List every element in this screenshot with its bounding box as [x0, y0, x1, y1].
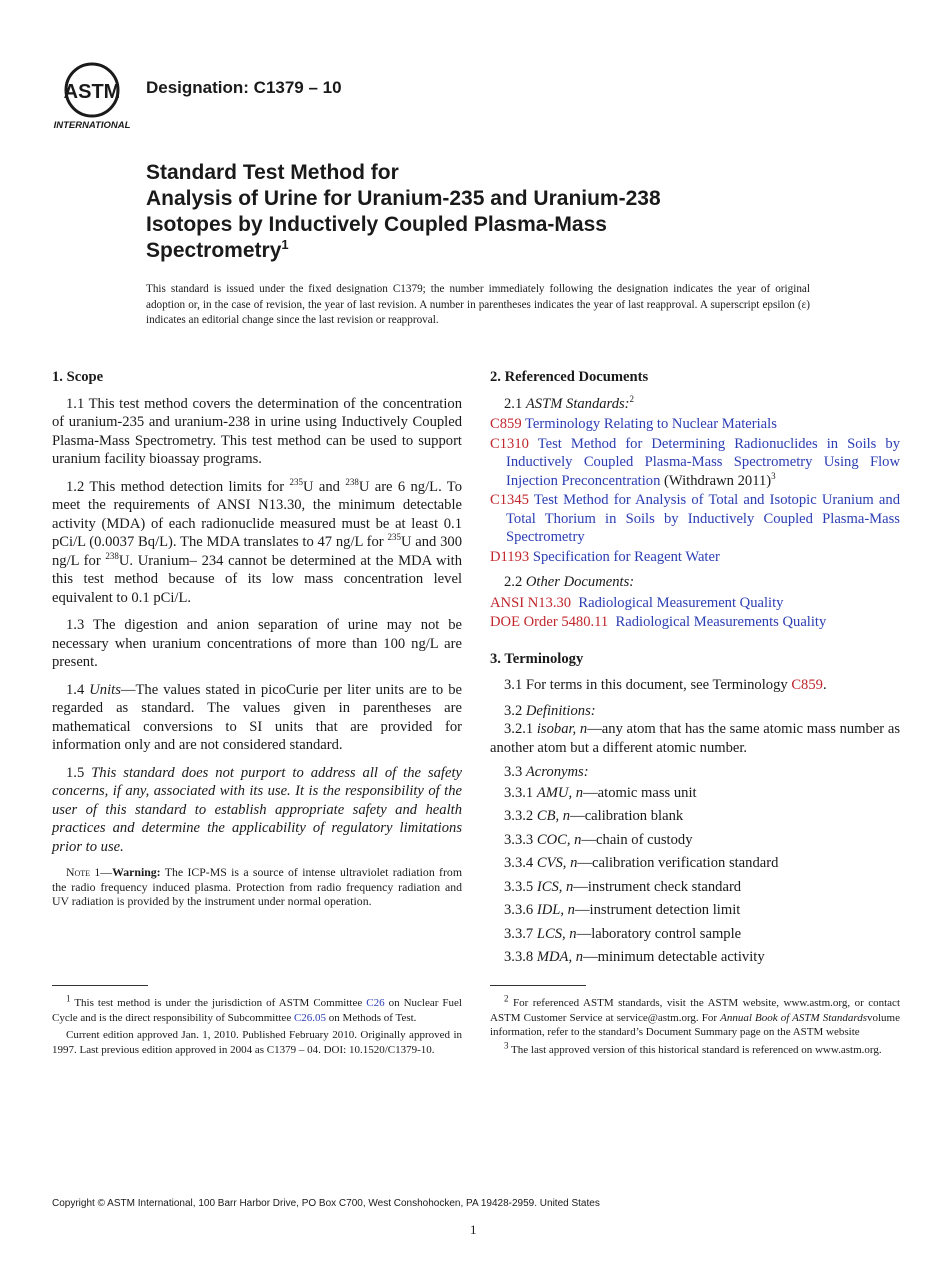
astm-standards-subheading [490, 395, 900, 414]
acronym-def: —atomic mass unit [583, 784, 697, 801]
acronym-amu [490, 784, 900, 803]
note-1 [52, 865, 462, 909]
scope-1-2 [52, 478, 462, 608]
acronym-idl [490, 901, 900, 920]
ref-c859 [490, 415, 900, 434]
term-3-3 [490, 763, 900, 782]
right-column [490, 368, 900, 972]
acronym-num: 3.3.7 [504, 925, 537, 942]
sup-235-a: 235 [289, 476, 304, 487]
astm-standards-label: ASTM Standards: [525, 395, 630, 412]
sup-238-a: 238 [345, 476, 359, 487]
footnote-2-italic: Annual Book of ASTM Standards [720, 1011, 867, 1024]
footnote-1-text-b: on Nuclear Fuel Cycle and is the direct responsibility of Subcommittee [52, 997, 462, 1024]
acronym-term: MDA, n [536, 949, 584, 965]
footnote-1 [52, 993, 462, 1025]
scope-1-4-text: —The values stated in picoCurie per liter units are to be regarded as standard. The values given in parentheses are mathematical conversions to SI units that are provided for information only and are not considered standard. [52, 681, 463, 753]
acronym-def: —instrument detection limit [574, 902, 741, 918]
page-number: 1 [470, 1222, 477, 1237]
issuance-notice: This standard is issued under the fixed designation C1379; the number immediately following the designation indicates the year of original adoption or, in the case of revision, the year of last revision. A number in parentheses indicates the year of last reapproval. A superscript epsilon (ε) indicates an editorial change since the last revision or reapproval. [146, 283, 810, 326]
acronym-def: —instrument check standard [573, 878, 742, 895]
scope-1-2-text-d: U and 300 ng/L for [52, 534, 462, 569]
ref-ansi-title[interactable]: Radiological Measurement Quality [578, 594, 784, 611]
ref-c1310-code[interactable]: C1310 [490, 435, 529, 452]
title-line-4 [146, 238, 846, 264]
note-text: The ICP-MS is a source of intense ultraviolet radiation from the radio frequency induced plasma. Protection from radio frequency radiation and UV radiation is provided by the instrument under normal operation. [52, 865, 462, 908]
title-line-1: Standard Test Method for [146, 161, 399, 184]
designation: Designation: C1379 – 10 [146, 78, 342, 97]
footnote-3-text: The last approved version of this historical standard is referenced on www.astm.org. [508, 1043, 882, 1056]
acronym-num: 3.3.4 [504, 855, 537, 871]
scope-1-4-num: 1.4 [66, 681, 90, 698]
scope-1-3: 1.3 The digestion and anion separation of urine may not be necessary when uranium concentrations of more than 100 ng/L are present. [52, 617, 462, 670]
sup-238-b: 238 [105, 550, 119, 561]
footnotes-left [52, 993, 462, 1060]
scope-1-1: 1.1 This test method covers the determination of the concentration of uranium-235 and uranium-238 in urine using Inductively Coupled Plasma-Mass Spectrometry. This test method can be used to support uranium facility bioassay programs. [52, 395, 462, 467]
term-3-3-label: Acronyms: [525, 764, 589, 780]
term-3-2 [490, 702, 900, 721]
ref-c859-title[interactable]: Terminology Relating to Nuclear Materials [525, 416, 777, 432]
ref-c859-code[interactable]: C859 [490, 416, 522, 432]
ref-ansi-code[interactable]: ANSI N13.30 [490, 594, 572, 611]
scope-1-4-term: Units [89, 681, 121, 698]
acronym-num: 3.3.3 [504, 831, 537, 848]
terminology-heading: 3. Terminology [490, 650, 584, 667]
referenced-docs-heading: 2. Referenced Documents [490, 369, 649, 385]
acronym-term: COC, n [536, 831, 582, 848]
footnote-2-text-a: For referenced ASTM standards, visit the ASTM website, www.astm.org, or contact ASTM Customer Service at service@astm.org. For [490, 997, 900, 1024]
title-line-2: Analysis of Urine for Uranium-235 and Uranium-238 [146, 187, 661, 210]
ref-d1193-title[interactable]: Specification for Reagent Water [532, 548, 720, 565]
ref-doe-code[interactable]: DOE Order 5480.11 [490, 614, 609, 630]
term-3-3-num: 3.3 [504, 764, 526, 780]
ref-c1345 [490, 491, 900, 547]
scope-1-5 [52, 764, 462, 857]
term-3-2-1-term: isobar, n [536, 721, 588, 737]
term-3-2-num: 3.2 [504, 702, 526, 719]
acronym-num: 3.3.2 [504, 808, 537, 824]
ref-doe [490, 613, 900, 632]
scope-1-2-text-c: U are 6 ng/L. To meet the requirements of ANSI N13.30, the minimum detectable activity (MDA) of each radionuclide measured must be at least 0.1 pCi/L (0.0037 Bq/L). The MDA translates to 47 ng/L for [52, 478, 462, 550]
term-3-1-link[interactable]: C859 [791, 677, 823, 693]
acronym-def: —chain of custody [581, 831, 693, 848]
scope-1-5-text: This standard does not purport to address all of the safety concerns, if any, associated with its use. It is the responsibility of the user of this standard to establish appropriate safety and health practices and determine the applicability of regulatory limitations prior to use. [52, 764, 462, 855]
footnote-1-text-c: on Methods of Test. [326, 1011, 417, 1024]
ref-c1345-title[interactable]: Test Method for Analysis of Total and Isotopic Uranium and Total Thorium in Soils by Inductively Coupled Plasma-Mass Spectrometry [506, 492, 900, 545]
ref-c1345-code[interactable]: C1345 [490, 492, 529, 508]
logo-subtext: INTERNATIONAL [53, 120, 131, 131]
acronym-term: LCS, n [536, 925, 577, 942]
committee-c26-link[interactable]: C26 [366, 997, 385, 1009]
term-3-1-period: . [822, 677, 827, 693]
term-3-1-text: 3.1 For terms in this document, see Terminology [504, 677, 792, 693]
acronym-cvs [490, 854, 900, 873]
ref-c1310-footnote-mark: 3 [771, 470, 776, 481]
term-3-2-1-text: —any atom that has the same atomic mass number as another atom but a different atomic number. [490, 721, 901, 756]
subcommittee-c26-05-link[interactable]: C26.05 [293, 1011, 327, 1024]
acronym-term: IDL, n [536, 902, 575, 918]
term-3-2-1 [490, 720, 900, 757]
scope-heading: 1. Scope [52, 369, 104, 385]
term-3-2-label: Definitions: [525, 702, 596, 719]
title-footnote-mark: 1 [281, 237, 289, 252]
ref-c1310-title[interactable]: Test Method for Determining Radionuclides in Soils by Inductively Coupled Plasma-Mass Spectrometry Using Flow Injection Preconcentration [506, 435, 900, 489]
footnotes-right [490, 993, 900, 1060]
scope-1-2-text-b: U and [303, 478, 346, 495]
ref-ansi [490, 594, 900, 613]
scope-1-2-text-e: U. Uranium– 234 cannot be determined at the MDA with this test method because of its low mass concentration level equivalent to 0.1 pCi/L. [52, 552, 462, 606]
acronym-coc [490, 831, 900, 850]
other-documents-subheading [490, 573, 900, 592]
footnote-rule-right [490, 985, 586, 986]
note-label: Note 1— [66, 865, 113, 879]
title-line-4-text: Spectrometry [146, 239, 282, 262]
copyright-line: Copyright © ASTM International, 100 Barr Harbor Drive, PO Box C700, West Conshohocken, PA 19428-2959. United States [52, 1198, 600, 1209]
acronym-num: 3.3.6 [504, 902, 537, 918]
footnote-1-edition: Current edition approved Jan. 1, 2010. Published February 2010. Originally approved in 1997. Last previous edition approved in 2004 as C1379 – 04. DOI: 10.1520/C1379-10. [52, 1029, 462, 1056]
footnote-2 [490, 993, 900, 1040]
acronym-term: ICS, n [536, 878, 574, 895]
ref-d1193 [490, 548, 900, 567]
astm-standards-num: 2.1 [504, 395, 526, 412]
acronym-num: 3.3.8 [504, 949, 537, 965]
scope-1-2-text-a: 1.2 This method detection limits for [66, 478, 290, 495]
acronym-lcs [490, 925, 900, 944]
acronym-term: AMU, n [536, 784, 584, 801]
astm-logo [52, 60, 136, 132]
other-documents-num: 2.2 [504, 574, 526, 590]
ref-c1310-withdrawn: (Withdrawn 2011) [660, 472, 772, 489]
footnote-2-mark: 2 [504, 993, 509, 1004]
acronym-ics [490, 878, 900, 897]
term-3-1 [490, 676, 900, 695]
footnote-rule-left [52, 985, 148, 986]
footnote-3-mark: 3 [504, 1039, 509, 1050]
footnote-3 [490, 1039, 900, 1058]
sup-235-b: 235 [387, 532, 401, 543]
astm-logo-icon [52, 60, 136, 132]
note-warning: Warning: [112, 865, 161, 879]
ref-doe-title[interactable]: Radiological Measurements Quality [615, 614, 827, 630]
acronym-def: —laboratory control sample [576, 925, 742, 942]
logo-text: ASTM [63, 81, 121, 103]
astm-standards-footnote-mark: 2 [629, 393, 635, 404]
footnote-2-text-b: volume information, refer to the standard’s Document Summary page on the ASTM website [490, 1011, 900, 1038]
footnote-1-text-a: This test method is under the jurisdiction of ASTM Committee [70, 997, 367, 1009]
title-line-3: Isotopes by Inductively Coupled Plasma-Mass [146, 213, 607, 236]
other-documents-label: Other Documents: [525, 574, 635, 590]
scope-1-5-num: 1.5 [66, 764, 92, 781]
footnote-1-mark: 1 [66, 993, 71, 1004]
acronym-cb [490, 807, 900, 826]
acronym-def: —calibration blank [570, 808, 684, 824]
acronym-def: —minimum detectable activity [583, 949, 765, 965]
ref-c1310 [490, 435, 900, 491]
term-3-2-1-num: 3.2.1 [504, 721, 537, 737]
acronym-num: 3.3.5 [504, 878, 537, 895]
acronym-def: —calibration verification standard [577, 855, 779, 871]
acronym-mda [490, 948, 900, 967]
acronym-num: 3.3.1 [504, 784, 537, 801]
scope-1-4 [52, 681, 462, 755]
document-title [146, 160, 846, 264]
ref-d1193-code[interactable]: D1193 [490, 548, 530, 565]
acronym-term: CB, n [536, 808, 571, 824]
acronym-term: CVS, n [536, 855, 578, 871]
left-column [52, 368, 462, 909]
